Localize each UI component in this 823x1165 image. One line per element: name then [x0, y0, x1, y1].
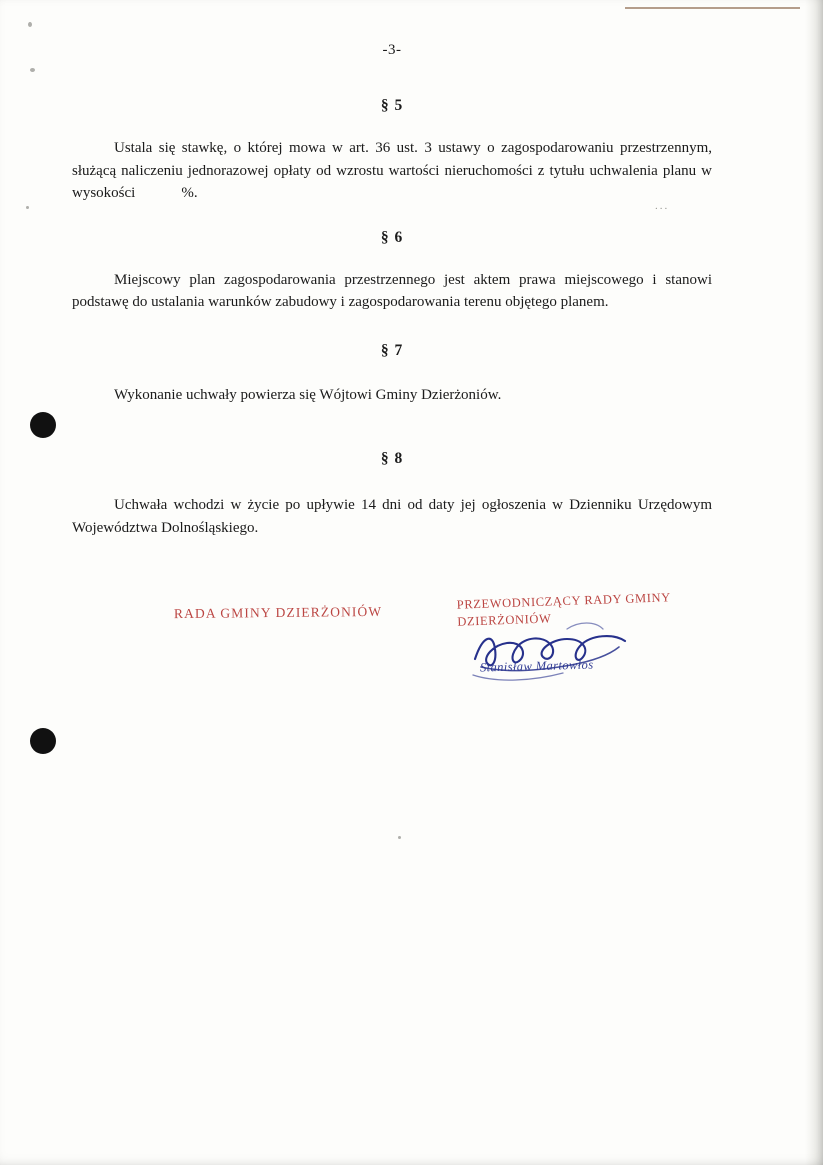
- section-6-label: § 6: [380, 228, 404, 246]
- scan-speck: [28, 22, 32, 27]
- section-7-label: § 7: [380, 341, 404, 359]
- section-5-paragraph: [72, 137, 712, 205]
- section-7-paragraph: Wykonanie uchwały powierza się Wójtowi Gminy Dzierżoniów.: [114, 386, 502, 403]
- council-stamp: RADA GMINY DZIERŻONIÓW: [173, 603, 383, 622]
- section-5-label: § 5: [380, 97, 404, 114]
- document-content: [72, 0, 712, 707]
- section-5: [72, 97, 712, 205]
- signatory-name: Stanisław Martowłos: [479, 657, 594, 675]
- section-5-text-after-blank: %.: [181, 185, 198, 201]
- section-6-paragraph: Miejscowy plan zagospodarowania przestrzennego jest aktem prawa miejscowego i stanowi podstawę do ustalania warunków zabudowy i zagospodarowania terenu objętego planem.: [72, 271, 712, 310]
- section-7: [72, 342, 712, 407]
- chairman-stamp-line-2: DZIERŻONIÓW: [457, 611, 552, 629]
- section-5-text-before-blank: Ustala się stawkę, o której mowa w art. 36 ust. 3 ustawy o zagospodarowaniu przestrzennym, służącą naliczeniu jednorazowej opłaty od wzrostu wartości nieruchomości z tytułu uchwalenia planu w wysokości: [72, 140, 712, 201]
- scan-speck: [26, 206, 29, 209]
- scan-faint-mark: ...: [655, 200, 670, 212]
- section-6: [72, 229, 712, 314]
- section-8: [72, 450, 712, 539]
- scan-speck: [398, 836, 401, 839]
- punch-hole-upper: [30, 412, 56, 438]
- scan-speck: [30, 68, 35, 72]
- chairman-stamp-line-1: PRZEWODNICZĄCY RADY GMINY: [456, 590, 671, 612]
- punch-hole-lower: [30, 728, 56, 754]
- scan-edge-shadow: [805, 0, 823, 1165]
- section-8-label: § 8: [380, 450, 404, 467]
- section-8-paragraph: Uchwała wchodzi w życie po upływie 14 dni od daty jej ogłoszenia w Dzienniku Urzędowym Województwa Dolnośląskiego.: [72, 497, 712, 536]
- page-number: -3-: [382, 42, 402, 58]
- signature-area: [72, 590, 712, 707]
